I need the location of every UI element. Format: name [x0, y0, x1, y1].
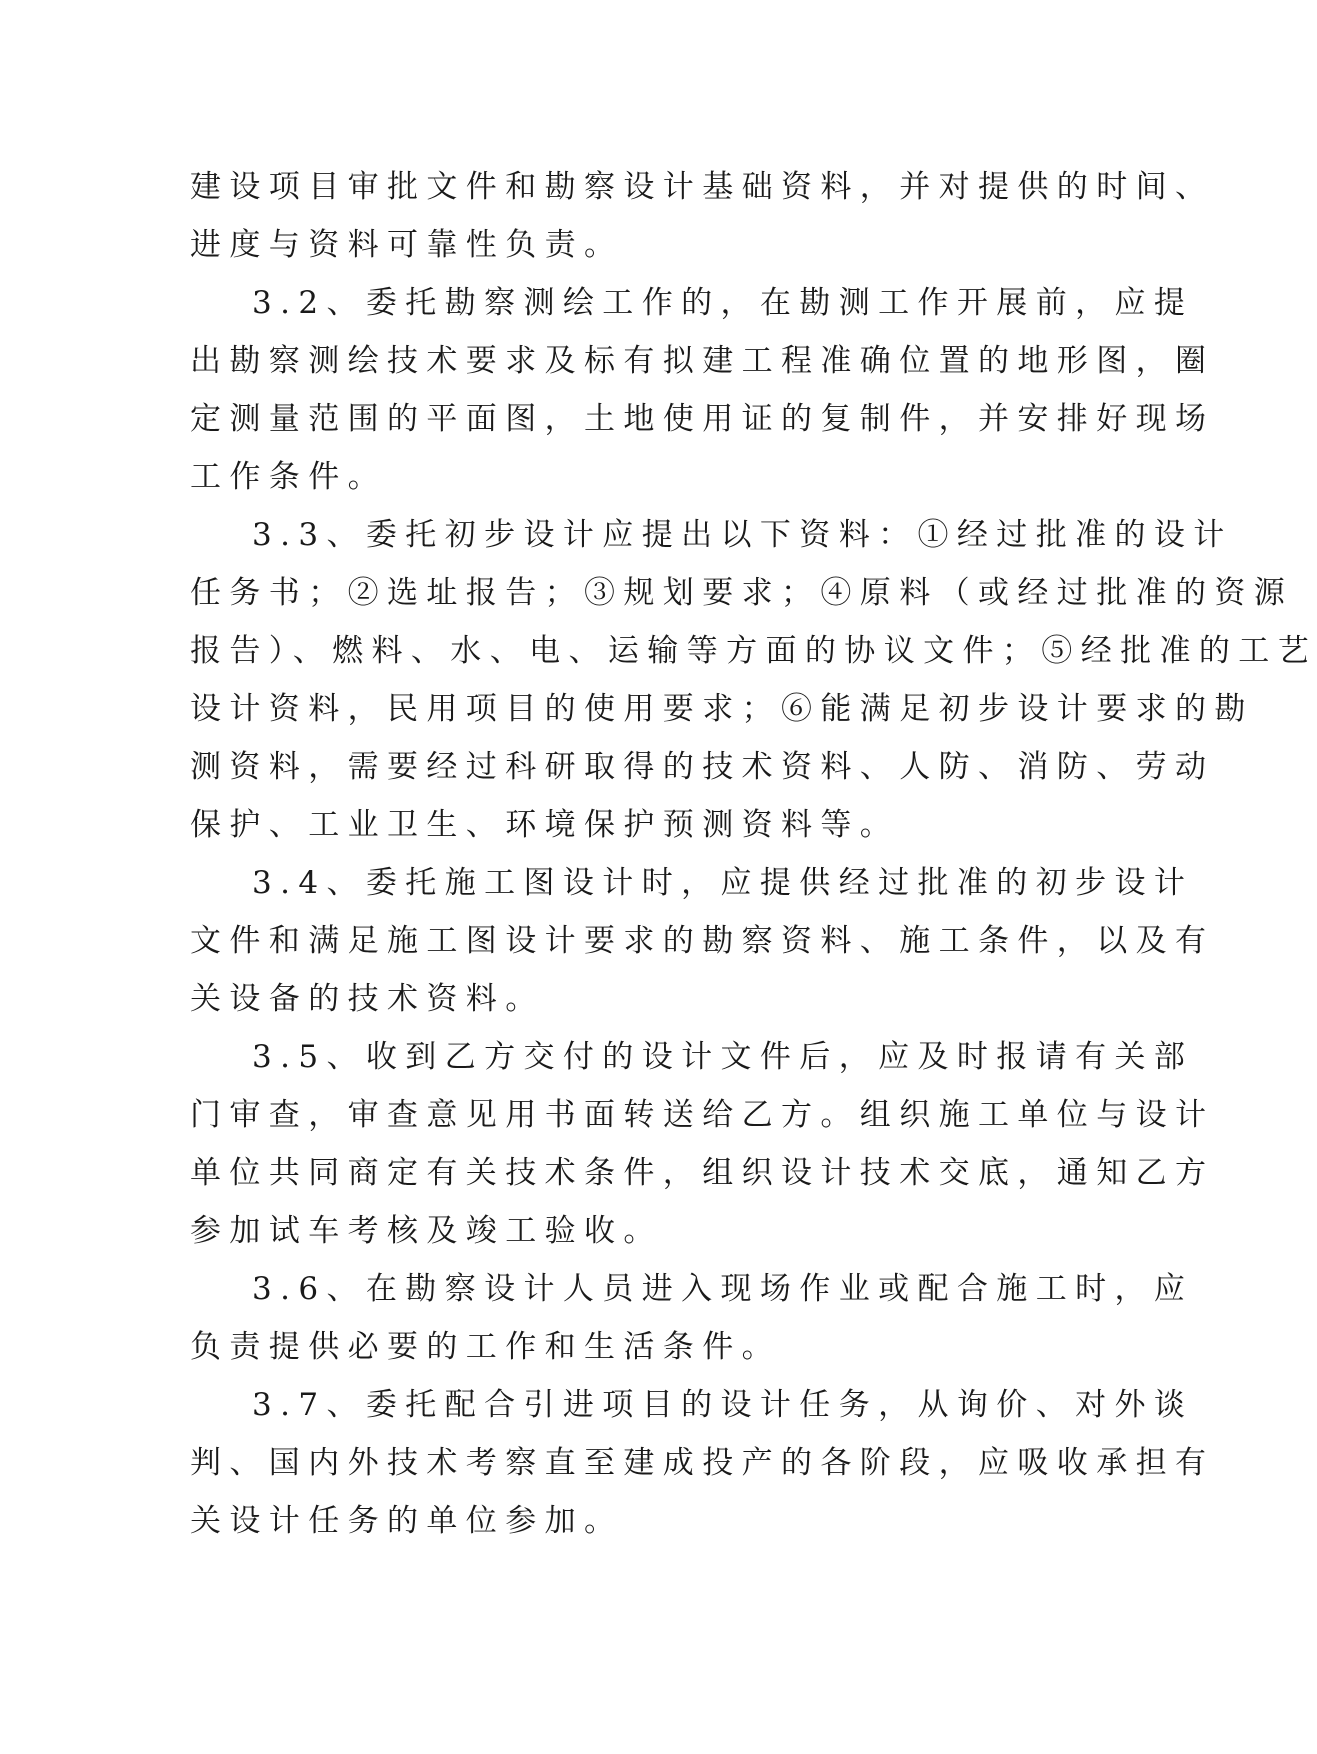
text-line: 3.4、委托施工图设计时，应提供经过批准的初步设计	[252, 865, 1194, 901]
paragraph-3-7	[190, 1376, 1215, 1550]
text-line: 参加试车考核及竣工验收。	[190, 1213, 663, 1249]
text-line: 建设项目审批文件和勘察设计基础资料，并对提供的时间、	[190, 169, 1215, 205]
paragraph-3-3	[190, 506, 1317, 854]
text-line: 3.3、委托初步设计应提出以下资料：①经过批准的设计	[252, 517, 1233, 553]
text-line: 工作条件。	[190, 459, 387, 495]
text-line: 3.5、收到乙方交付的设计文件后，应及时报请有关部	[252, 1039, 1194, 1075]
text-line: 出勘察测绘技术要求及标有拟建工程准确位置的地形图，圈	[190, 343, 1215, 379]
text-line: 判、国内外技术考察直至建成投产的各阶段，应吸收承担有	[190, 1445, 1215, 1481]
text-line: 关设备的技术资料。	[190, 981, 545, 1017]
text-line: 文件和满足施工图设计要求的勘察资料、施工条件，以及有	[190, 923, 1215, 959]
text-line: 测资料，需要经过科研取得的技术资料、人防、消防、劳动	[190, 749, 1215, 785]
paragraph-3-6	[190, 1260, 1194, 1376]
text-line: 3.2、委托勘察测绘工作的，在勘测工作开展前，应提	[252, 285, 1194, 321]
paragraph-3-2	[190, 274, 1215, 506]
text-line: 定测量范围的平面图，土地使用证的复制件，并安排好现场	[190, 401, 1215, 437]
text-line: 报告）、燃料、水、电、运输等方面的协议文件；⑤经批准的工艺	[190, 633, 1317, 669]
text-line: 任务书；②选址报告；③规划要求；④原料（或经过批准的资源	[190, 575, 1294, 611]
text-line: 进度与资料可靠性负责。	[190, 227, 624, 263]
text-line: 单位共同商定有关技术条件，组织设计技术交底，通知乙方	[190, 1155, 1215, 1191]
text-line: 关设计任务的单位参加。	[190, 1503, 624, 1539]
text-line: 设计资料，民用项目的使用要求；⑥能满足初步设计要求的勘	[190, 691, 1254, 727]
text-line: 负责提供必要的工作和生活条件。	[190, 1329, 781, 1365]
text-line: 3.7、委托配合引进项目的设计任务，从询价、对外谈	[252, 1387, 1194, 1423]
paragraph-continued	[190, 158, 1215, 274]
paragraph-3-4	[190, 854, 1215, 1028]
text-line: 3.6、在勘察设计人员进入现场作业或配合施工时，应	[252, 1271, 1194, 1307]
text-line: 保护、工业卫生、环境保护预测资料等。	[190, 807, 900, 843]
text-line: 门审查，审查意见用书面转送给乙方。组织施工单位与设计	[190, 1097, 1215, 1133]
document-body	[190, 158, 1317, 1550]
paragraph-3-5	[190, 1028, 1215, 1260]
